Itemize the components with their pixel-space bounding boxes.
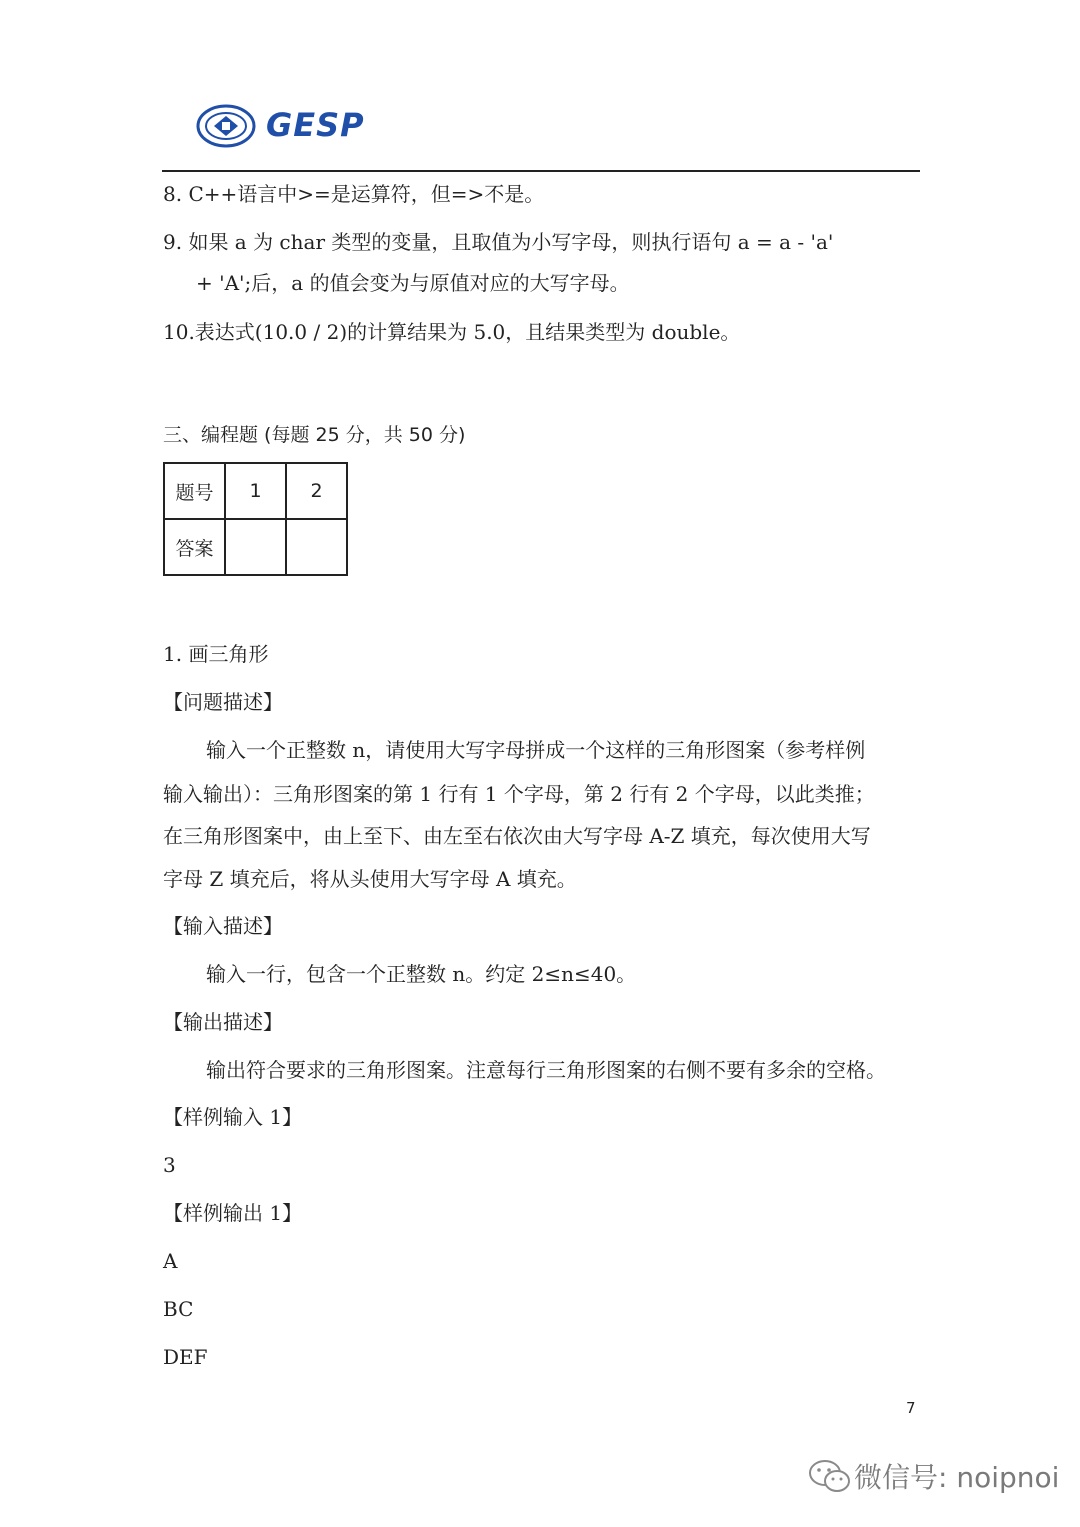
gesp-logo-text: GESP [266, 106, 365, 144]
section-title: 三、编程题 (每题 25 分，共 50 分) [163, 424, 466, 446]
table-number-1: 1 [225, 463, 286, 519]
answer-cell-2 [286, 519, 347, 575]
input-heading: 【输入描述】 [163, 914, 283, 938]
desc-line-2: 输入输出）：三角形图案的第 1 行有 1 个字母，第 2 行有 2 个字母，以此类推； [163, 782, 875, 806]
ccf-seal-icon [196, 104, 256, 148]
page-number: 7 [906, 1399, 916, 1417]
table-answer-label: 答案 [164, 519, 225, 575]
answer-cell-1 [225, 519, 286, 575]
table-row [164, 463, 347, 519]
output-text: 输出符合要求的三角形图案。注意每行三角形图案的右侧不要有多余的空格。 [206, 1058, 886, 1082]
judgment-item-9: 9. 如果 a 为 char 类型的变量，且取值为小写字母，则执行语句 a = a - 'a' [163, 230, 834, 254]
wechat-icon [808, 1458, 852, 1496]
table-number-2: 2 [286, 463, 347, 519]
judgment-item-10: 10.表达式(10.0 / 2)的计算结果为 5.0，且结果类型为 double。 [163, 320, 741, 344]
sample-output-heading: 【样例输出 1】 [163, 1201, 303, 1225]
sample-output-line-3: DEF [163, 1345, 208, 1369]
desc-line-3: 在三角形图案中，由上至下、由左至右依次由大写字母 A-Z 填充，每次使用大写 [163, 824, 871, 848]
sample-output-line-2: BC [163, 1297, 194, 1321]
judgment-item-8: 8. C++语言中>=是运算符，但=>不是。 [163, 182, 545, 206]
judgment-item-9-cont: + 'A';后，a 的值会变为与原值对应的大写字母。 [196, 271, 630, 295]
table-row [164, 519, 347, 575]
desc-line-1: 输入一个正整数 n，请使用大写字母拼成一个这样的三角形图案（参考样例 [206, 738, 866, 762]
problem-title: 1. 画三角形 [163, 642, 269, 666]
watermark-text: 微信号: noipnoi [854, 1461, 1060, 1494]
gesp-logo [196, 104, 376, 148]
sample-input-value: 3 [163, 1153, 176, 1177]
sample-output-line-1: A [163, 1249, 178, 1273]
sample-input-heading: 【样例输入 1】 [163, 1105, 303, 1129]
input-text: 输入一行，包含一个正整数 n。约定 2≤n≤40。 [206, 962, 637, 986]
answer-table [163, 462, 348, 576]
desc-line-4: 字母 Z 填充后，将从头使用大写字母 A 填充。 [163, 867, 577, 891]
table-header-label: 题号 [164, 463, 225, 519]
output-heading: 【输出描述】 [163, 1010, 283, 1034]
header-divider [162, 170, 920, 172]
desc-heading: 【问题描述】 [163, 690, 283, 714]
